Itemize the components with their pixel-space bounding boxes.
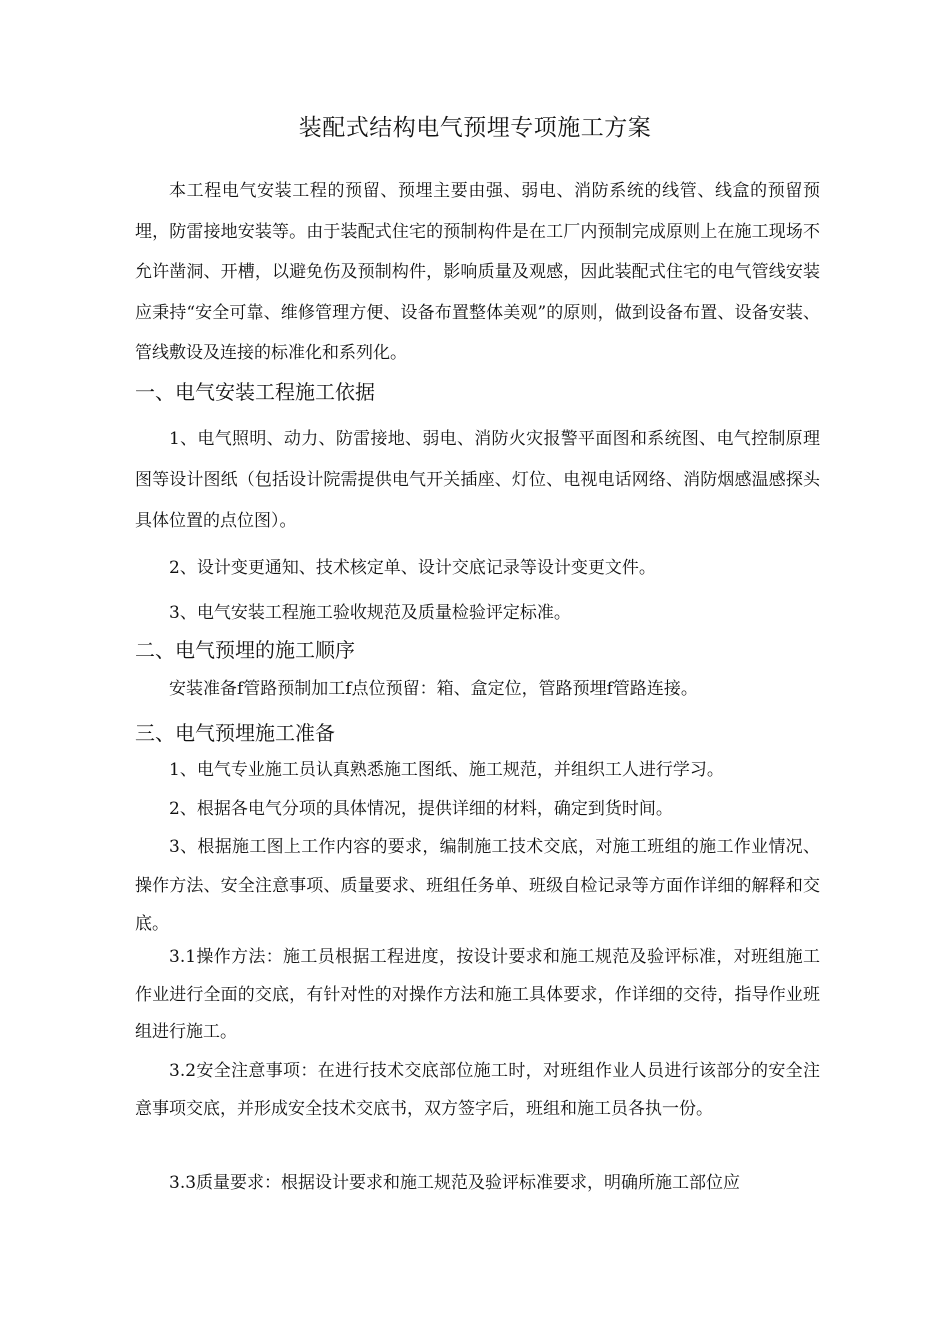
section-3-paragraph-2: 2、根据各电气分项的具体情况，提供详细的材料，确定到货时间。 <box>169 799 673 819</box>
section-3-subparagraph-3-1: 3.1操作方法：施工员根据工程进度，按设计要求和施工规范及验评标准，对班组施工作业进行全面的交底，有针对性的对操作方法和施工具体要求，作详细的交待，指导作业班组进行施工。 <box>135 947 820 1042</box>
section-3-paragraph-3: 3、根据施工图上工作内容的要求，编制施工技术交底，对施工班组的施工作业情况、操作方法、安全注意事项、质量要求、班组任务单、班级自检记录等方面作详细的解释和交底。 <box>135 837 820 934</box>
section-heading-3: 三、电气预埋施工准备 <box>135 721 335 745</box>
document-title: 装配式结构电气预埋专项施工方案 <box>298 115 652 141</box>
section-1-paragraph-3: 3、电气安装工程施工验收规范及质量检验评定标准。 <box>169 603 571 623</box>
intro-paragraph: 本工程电气安装工程的预留、预埋主要由强、弱电、消防系统的线管、线盒的预留预埋，防雷接地安装等。由于装配式住宅的预制构件是在工厂内预制完成原则上在施工现场不允许凿洞、开槽，以避免伤及预制构件，影响质量及观感，因此装配式住宅的电气管线安装应秉持“安全可靠、维修管理方便、设备布置整体美观”的原则，做到设备布置、设备安装、管线敷设及连接的标准化和系列化。 <box>135 181 820 363</box>
section-3-subparagraph-3-2: 3.2安全注意事项：在进行技术交底部位施工时，对班组作业人员进行该部分的安全注意事项交底，并形成安全技术交底书，双方签字后，班组和施工员各执一份。 <box>135 1061 820 1119</box>
section-3-paragraph-1: 1、电气专业施工员认真熟悉施工图纸、施工规范，并组织工人进行学习。 <box>169 760 724 780</box>
section-heading-2: 二、电气预埋的施工顺序 <box>135 638 355 662</box>
section-1-paragraph-1: 1、电气照明、动力、防雷接地、弱电、消防火灾报警平面图和系统图、电气控制原理图等设计图纸（包括设计院需提供电气开关插座、灯位、电视电话网络、消防烟感温感探头具体位置的点位图）。 <box>135 429 820 531</box>
section-2-paragraph-1: 安装准备f管路预制加工f点位预留：箱、盒定位，管路预埋f管路连接。 <box>169 679 698 699</box>
section-heading-1: 一、电气安装工程施工依据 <box>135 380 375 404</box>
section-3-subparagraph-3-3: 3.3质量要求：根据设计要求和施工规范及验评标准要求，明确所施工部位应 <box>169 1173 741 1193</box>
section-1-paragraph-2: 2、设计变更通知、技术核定单、设计交底记录等设计变更文件。 <box>169 558 656 578</box>
